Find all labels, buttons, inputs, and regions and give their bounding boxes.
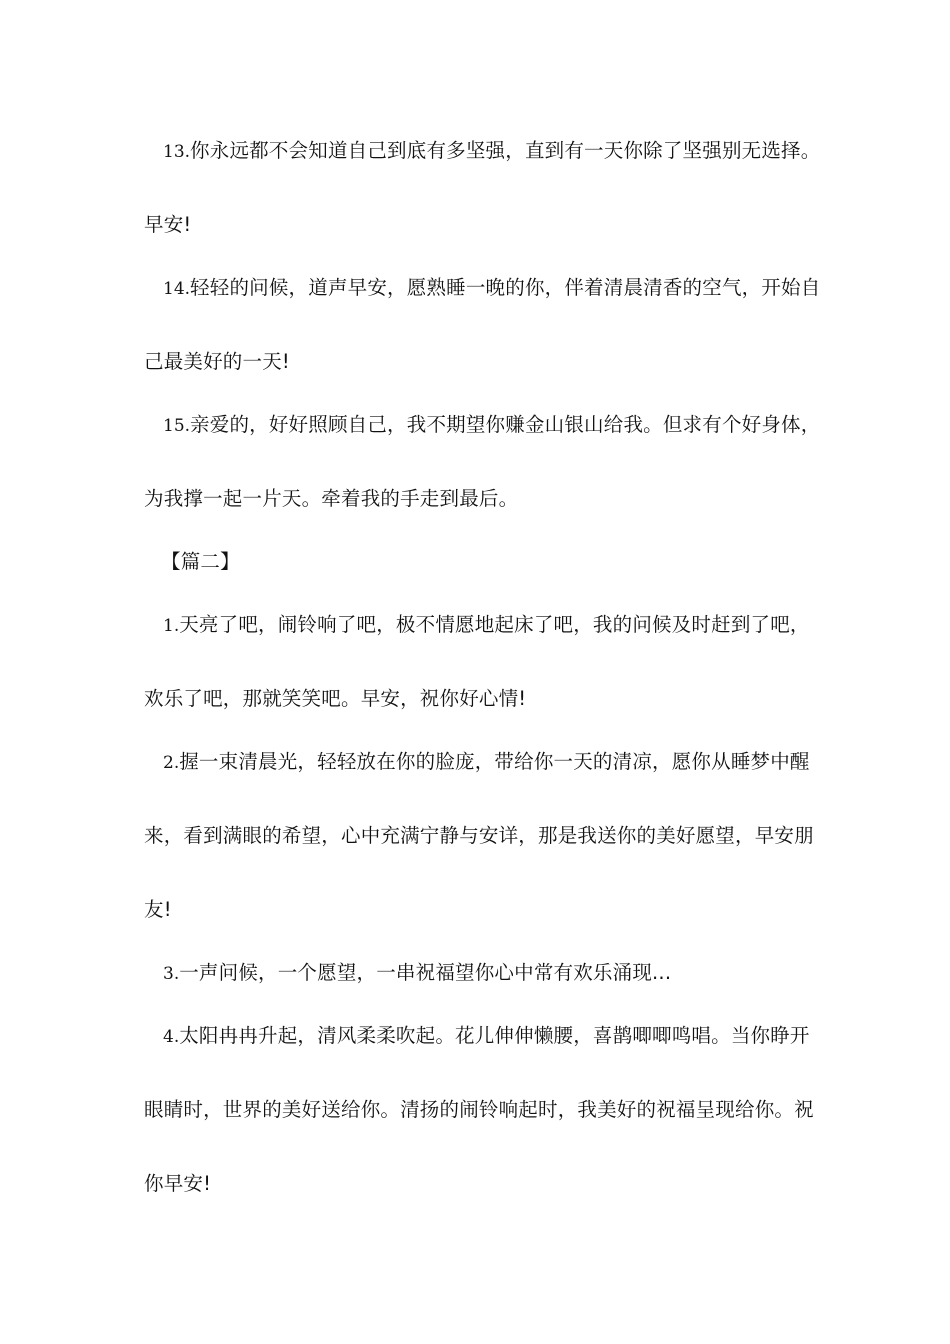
list-item-14-line-2: 己最美好的一天!: [144, 350, 290, 373]
list-item-4-line-3: 你早安!: [144, 1172, 212, 1195]
section-heading: 【篇二】: [161, 550, 240, 573]
list-item-text: 轻轻的问候，道声早安，愿熟睡一晚的你，伴着清晨清香的空气，开始自: [190, 276, 821, 299]
list-item-number: 14.: [163, 279, 191, 299]
list-item-14-line-1: [163, 276, 843, 301]
list-item-1-line-2: 欢乐了吧，那就笑笑吧。早安，祝你好心情!: [144, 687, 527, 710]
list-item-2-line-1: [163, 750, 843, 775]
list-item-13-line-2: 早安!: [144, 213, 192, 236]
list-item-1-line-1: [163, 613, 843, 638]
list-item-3-line-1: [163, 961, 843, 986]
list-item-number: 2.: [163, 753, 180, 773]
list-item-text: 太阳冉冉升起，清风柔柔吹起。花儿伸伸懒腰，喜鹊唧唧鸣唱。当你睁开: [179, 1024, 810, 1047]
list-item-text: 握一束清晨光，轻轻放在你的脸庞，带给你一天的清凉，愿你从睡梦中醒: [179, 750, 810, 773]
list-item-2-line-3: 友!: [144, 898, 172, 921]
list-item-4-line-2: 眼睛时，世界的美好送给你。清扬的闹铃响起时，我美好的祝福呈现给你。祝: [144, 1098, 814, 1121]
list-item-number: 15.: [163, 416, 191, 436]
list-item-text: 天亮了吧，闹铃响了吧，极不情愿地起床了吧，我的问候及时赶到了吧，: [179, 613, 810, 636]
list-item-13-line-1: [163, 139, 843, 164]
list-item-4-line-1: [163, 1024, 843, 1049]
list-item-15-line-2: 为我撑一起一片天。牵着我的手走到最后。: [144, 487, 519, 510]
list-item-text: 亲爱的，好好照顾自己，我不期望你赚金山银山给我。但求有个好身体，: [190, 413, 821, 436]
list-item-number: 4.: [163, 1027, 180, 1047]
list-item-text: 一声问候，一个愿望，一串祝福望你心中常有欢乐涌现...: [179, 961, 672, 984]
list-item-number: 3.: [163, 964, 180, 984]
list-item-number: 1.: [163, 616, 180, 636]
list-item-15-line-1: [163, 413, 843, 438]
list-item-2-line-2: 来，看到满眼的希望，心中充满宁静与安详，那是我送你的美好愿望，早安朋: [144, 824, 814, 847]
list-item-number: 13.: [163, 142, 191, 162]
list-item-text: 你永远都不会知道自己到底有多坚强，直到有一天你除了坚强别无选择。: [190, 139, 821, 162]
